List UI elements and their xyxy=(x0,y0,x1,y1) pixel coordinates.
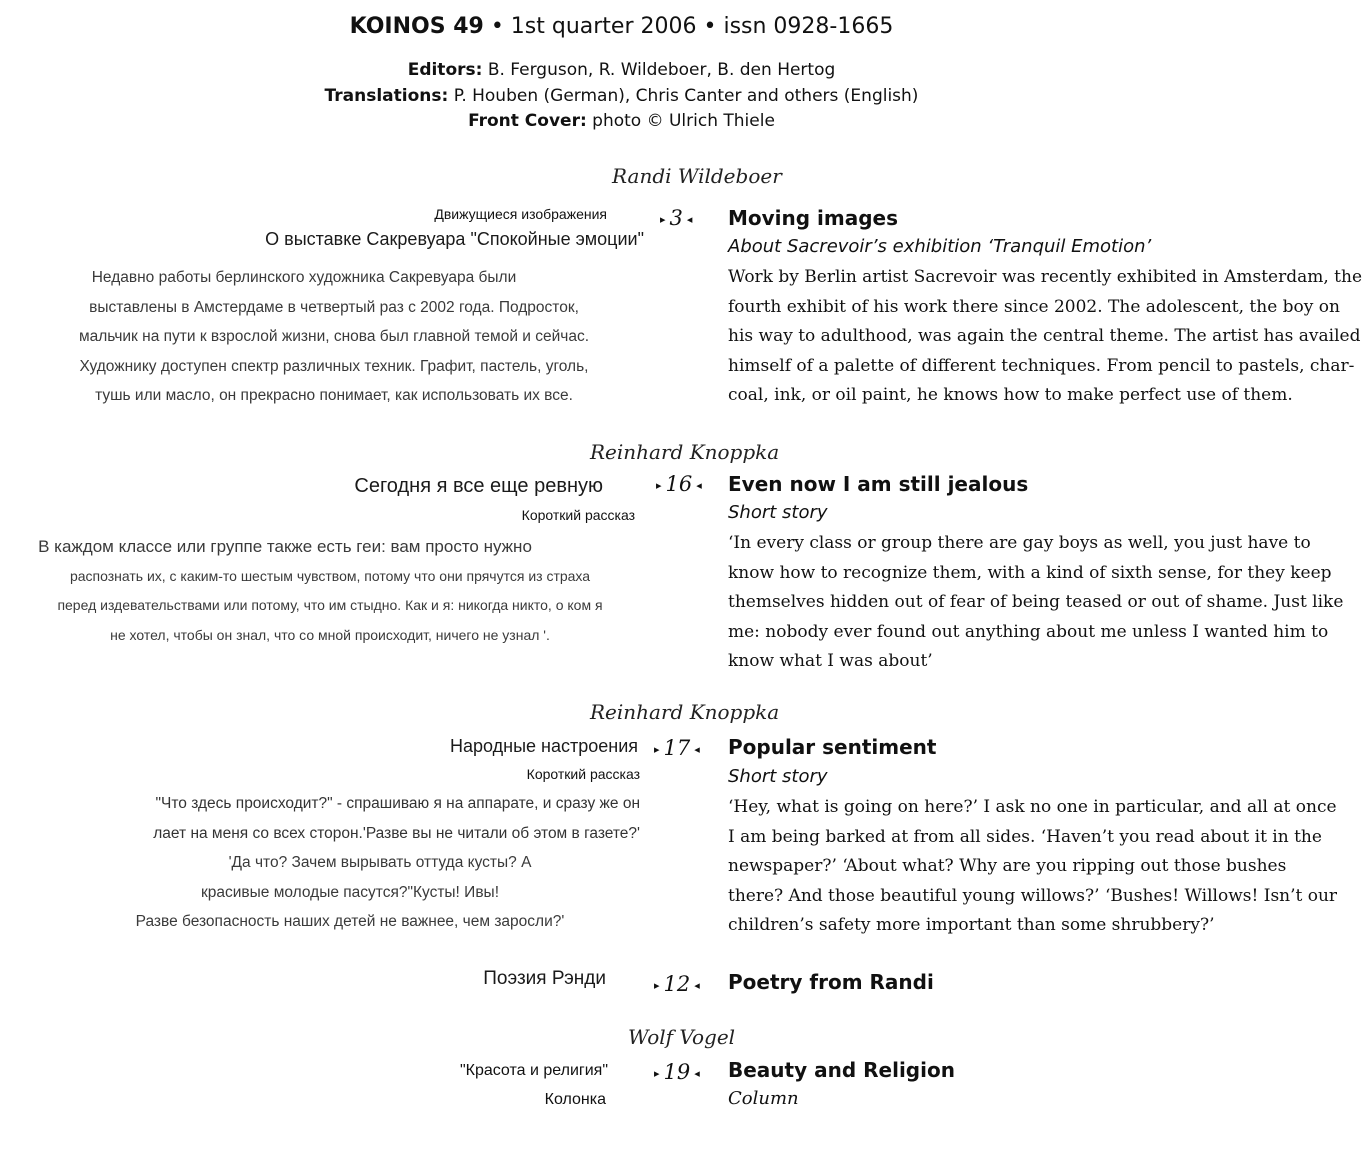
arrow-right-icon: ▸ xyxy=(660,213,666,226)
article-author: Reinhard Knoppka xyxy=(590,700,780,724)
en-article-subtitle: About Sacrevoir’s exhibition ‘Tranquil Emotion’ xyxy=(728,236,1152,257)
ru-article-subtitle: О выставке Сакревуара "Спокойные эмоции" xyxy=(265,229,644,249)
ru-article-title: Поэзия Рэнди xyxy=(483,968,606,989)
en-article-body: ‘In every class or group there are gay boys as well, you just have to know how to recognize them, with a kind of sixth sense, for they keep themselves hidden out of fear of being teased or out of shame. Just like me: nobody ever found out anything about me unless I wanted him to know what I was about’ xyxy=(728,533,1344,671)
arrow-left-icon: ◂ xyxy=(694,1067,700,1080)
arrow-left-icon: ◂ xyxy=(694,979,700,992)
arrow-right-icon: ▸ xyxy=(654,743,660,756)
ru-article-subtitle: Короткий рассказ xyxy=(526,766,640,782)
translations-line xyxy=(0,86,1243,106)
page-number: 16 xyxy=(665,472,693,496)
ru-article-title: Сегодня я все еще ревную xyxy=(354,475,603,497)
translations-value: P. Houben (German), Chris Canter and others (English) xyxy=(448,86,919,106)
en-article-subtitle: Short story xyxy=(728,502,828,523)
arrow-left-icon: ◂ xyxy=(686,213,693,226)
en-article-title: Even now I am still jealous xyxy=(728,472,1029,496)
page-marker xyxy=(660,206,692,230)
editors-value: B. Ferguson, R. Wildeboer, B. den Hertog xyxy=(482,60,836,80)
page-number: 19 xyxy=(663,1060,691,1084)
ru-article-body: Недавно работы берлинского художника Сакревуара были выставлены в Амстердаме в четвертый раз с 2002 года. Подросток, мальчик на пути к взрослой жизни, снова был главной темой и сейчас. Художнику доступен спектр различных техник. Графит, пастель, уголь, тушь или масло, он прекрасно понимает, как использовать их все. xyxy=(78,269,590,404)
editors-label: Editors: xyxy=(407,60,483,80)
article-author: Reinhard Knoppka xyxy=(590,440,780,464)
arrow-right-icon: ▸ xyxy=(654,1067,660,1080)
ru-article-body: "Что здесь происходит?" - спрашиваю я на аппарате, и сразу же он лает на меня со всех сторон.'Разве вы не читали об этом в газете?' 'Да что? Зачем вырывать оттуда кусты? А красивые молодые пасутся?"Кусты! Ивы! Разве безопасность наших детей не важнее, чем заросли?' xyxy=(135,795,640,930)
article-author: Wolf Vogel xyxy=(628,1025,736,1049)
page-marker xyxy=(654,1060,700,1084)
ru-article-subtitle: Колонка xyxy=(544,1091,606,1108)
cover-value: photo © Ulrich Thiele xyxy=(586,111,775,131)
ru-article-title: Народные настроения xyxy=(450,736,638,756)
page-marker xyxy=(654,972,700,996)
ru-article-body: В каждом классе или группе также есть геи: вам просто нужно распознать их, с каким-то шестым чувством, потому что они прячутся из страха перед издевательствами или потому, что им стыдно. Как и я: никогда никто, о ком я не хотел, чтобы он знал, что со мной происходит, ничего не узнал '. xyxy=(38,537,603,643)
ru-article-title: Движущиеся изображения xyxy=(434,206,607,222)
arrow-left-icon: ◂ xyxy=(694,743,700,756)
cover-line xyxy=(0,111,1243,131)
page-marker xyxy=(654,736,700,760)
en-article-title: Moving images xyxy=(728,206,899,230)
page-marker xyxy=(656,472,702,496)
en-article-subtitle: Column xyxy=(728,1088,799,1109)
arrow-right-icon: ▸ xyxy=(656,479,662,492)
page-number: 3 xyxy=(669,206,683,230)
page-number: 12 xyxy=(663,972,691,996)
en-article-body: Work by Berlin artist Sacrevoir was recently exhibited in Amsterdam, the fourth exhibit of his work there since 2002. The adolescent, the boy on his way to adulthood, was again the central theme. The artist has availed himself of a palette of different techniques. From pencil to pastels, char- coal, ink, or oil paint, he knows how to make perfect use of them. xyxy=(728,267,1362,405)
page-number: 17 xyxy=(663,736,691,760)
arrow-left-icon: ◂ xyxy=(696,479,702,492)
article-author: Randi Wildeboer xyxy=(612,164,782,188)
en-article-subtitle: Short story xyxy=(728,766,828,787)
en-article-title: Poetry from Randi xyxy=(728,970,934,994)
magazine-name: KOINOS 49 xyxy=(349,14,484,39)
masthead xyxy=(0,14,1243,39)
issue-info: • 1st quarter 2006 • issn 0928-1665 xyxy=(483,14,894,39)
en-article-title: Popular sentiment xyxy=(728,735,937,759)
arrow-right-icon: ▸ xyxy=(654,979,660,992)
en-article-body: ‘Hey, what is going on here?’ I ask no one in particular, and all at once I am being barked at from all sides. ‘Haven’t you read about it in the newspaper?’ ‘About what? Why are you ripping out those bushes there? And those beautiful young willows?’ ‘Bushes! Willows! Isn’t our children’s safety more important than some shrubbery?’ xyxy=(728,797,1338,935)
ru-article-subtitle: Короткий рассказ xyxy=(521,507,635,523)
editors-line xyxy=(0,60,1243,80)
translations-label: Translations: xyxy=(324,86,449,106)
en-article-title: Beauty and Religion xyxy=(728,1058,955,1082)
cover-label: Front Cover: xyxy=(468,111,587,131)
ru-article-title: "Красота и религия" xyxy=(459,1062,608,1079)
